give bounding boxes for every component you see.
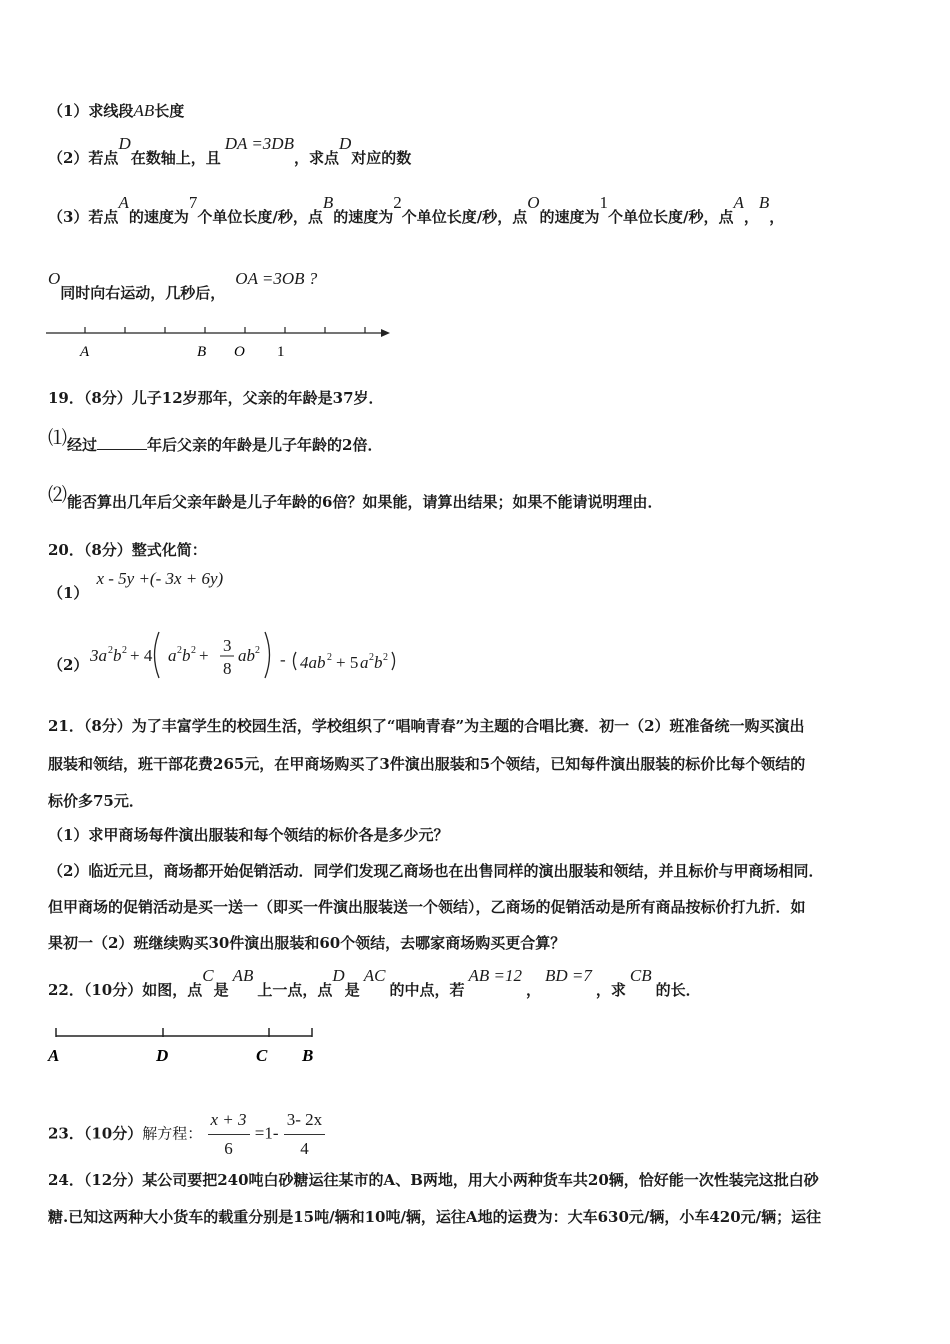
nl-label-1: 1 <box>277 344 285 360</box>
q20-part2: （2） <box>48 656 89 674</box>
math-eq-oa: OA =3OB ? <box>235 269 318 288</box>
seg-label-c: C <box>256 1046 268 1065</box>
svg-text:+ 5: + 5 <box>336 653 359 672</box>
q21-line4: （1）求甲商场每件演出服装和每个领结的标价各是多少元？ <box>48 826 449 844</box>
svg-text:4ab: 4ab <box>300 653 326 672</box>
nl-label-b: B <box>197 344 207 360</box>
answer-blank[interactable] <box>97 434 147 450</box>
q18-part3: （3）若点A的速度为7个单位长度/秒，点B的速度为2个单位长度/秒，点O的速度为1个单位长度/秒，点A，B， <box>48 193 785 226</box>
svg-text:+: + <box>199 646 209 665</box>
q23-text: 23．（10分）解方程： $\frac{x + 3}{6}$ =1- $\frac{3- 2x}{4}$ <box>48 1106 325 1163</box>
math-eq-da: DA =3DB <box>224 134 294 153</box>
svg-text:2: 2 <box>383 652 388 663</box>
nl-label-o: O <box>234 344 245 360</box>
q19-part1: ⑴经过 年后父亲的年龄是儿子年龄的2倍． <box>48 428 383 454</box>
seg-label-a: A <box>48 1046 60 1065</box>
q21-line7: 果初一（2）班继续购买30件演出服装和60个领结，去哪家商场购买更合算？ <box>48 934 566 952</box>
q24-line2: 糖.已知这两种大小货车的载重分别是15吨/辆和10吨/辆，运往A地的运费为：大车630元/辆，小车420元/辆；运往 <box>48 1208 822 1226</box>
svg-text:b: b <box>182 646 191 665</box>
q20-expr-2 <box>86 628 426 684</box>
q18-part2: （2）若点D在数轴上，且DA =3DB，求点D对应的数 <box>48 134 412 167</box>
svg-text:-: - <box>280 650 286 669</box>
fraction-2: $\frac{3- 2x}{4}$ <box>284 1106 325 1163</box>
q19-head: 19．（8分）儿子12岁那年，父亲的年龄是37岁． <box>48 389 384 407</box>
svg-text:2: 2 <box>255 645 260 656</box>
fraction-1: $\frac{x + 3}{6}$ <box>208 1106 250 1163</box>
svg-text:b: b <box>113 646 122 665</box>
svg-text:ab: ab <box>238 646 255 665</box>
svg-text:b: b <box>374 653 383 672</box>
q18-part1: （1）求线段AB长度 <box>48 101 185 120</box>
seg-label-b: B <box>302 1046 314 1065</box>
q20-head: 20．（8分）整式化简： <box>48 541 207 559</box>
q21-line6: 但甲商场的促销活动是买一送一（即买一件演出服装送一个领结），乙商场的促销活动是所有商品按标价打九折．如 <box>48 898 806 916</box>
svg-text:8: 8 <box>223 659 232 678</box>
math-ab: AB <box>133 101 155 120</box>
svg-text:a: a <box>360 653 369 672</box>
q20-part1: （1）x - 5y +(- 3x + 6y) <box>48 569 224 602</box>
number-line-ticks <box>85 327 365 333</box>
svg-text:2: 2 <box>177 645 182 656</box>
number-line-figure <box>40 318 400 366</box>
seg-label-d: D <box>156 1046 169 1065</box>
q21-line1: 21．（8分）为了丰富学生的校园生活，学校组织了“唱响青春”为主题的合唱比赛．初一（2）班准备统一购买演出 <box>48 717 805 735</box>
svg-text:2: 2 <box>191 645 196 656</box>
q24-line1: 24．（12分）某公司要把240吨白砂糖运往某市的A、B两地，用大小两种货车共20辆，恰好能一次性装完这批白砂 <box>48 1171 819 1189</box>
svg-text:2: 2 <box>122 645 127 656</box>
svg-text:3a: 3a <box>90 646 107 665</box>
svg-text:+ 4: + 4 <box>130 646 153 665</box>
math-expr-1: x - 5y +(- 3x + 6y) <box>96 569 224 588</box>
q21-line5: （2）临近元旦，商场都开始促销活动．同学们发现乙商场也在出售同样的演出服装和领结，并且标价与甲商场相同． <box>48 862 824 880</box>
q21-line3: 标价多75元． <box>48 792 144 810</box>
segment-figure <box>44 1024 334 1068</box>
nl-label-a: A <box>80 344 90 360</box>
svg-text:a: a <box>168 646 177 665</box>
q18-part3-line2: O同时向右运动，几秒后，OA =3OB ? <box>48 269 318 302</box>
svg-text:2: 2 <box>327 652 332 663</box>
svg-text:3: 3 <box>223 636 232 655</box>
q22-text: 22．（10分）如图，点C是AB上一点，点D是AC的中点，若AB =12，BD =7，求CB的长． <box>48 966 701 999</box>
svg-text:2: 2 <box>369 652 374 663</box>
q21-line2: 服装和领结，班干部花费265元，在甲商场购买了3件演出服装和5个领结，已知每件演出服装的标价比每个领结的 <box>48 755 806 773</box>
q19-part2: ⑵能否算出几年后父亲年龄是儿子年龄的6倍？如果能，请算出结果；如果不能请说明理由． <box>48 485 663 511</box>
svg-text:2: 2 <box>108 645 113 656</box>
